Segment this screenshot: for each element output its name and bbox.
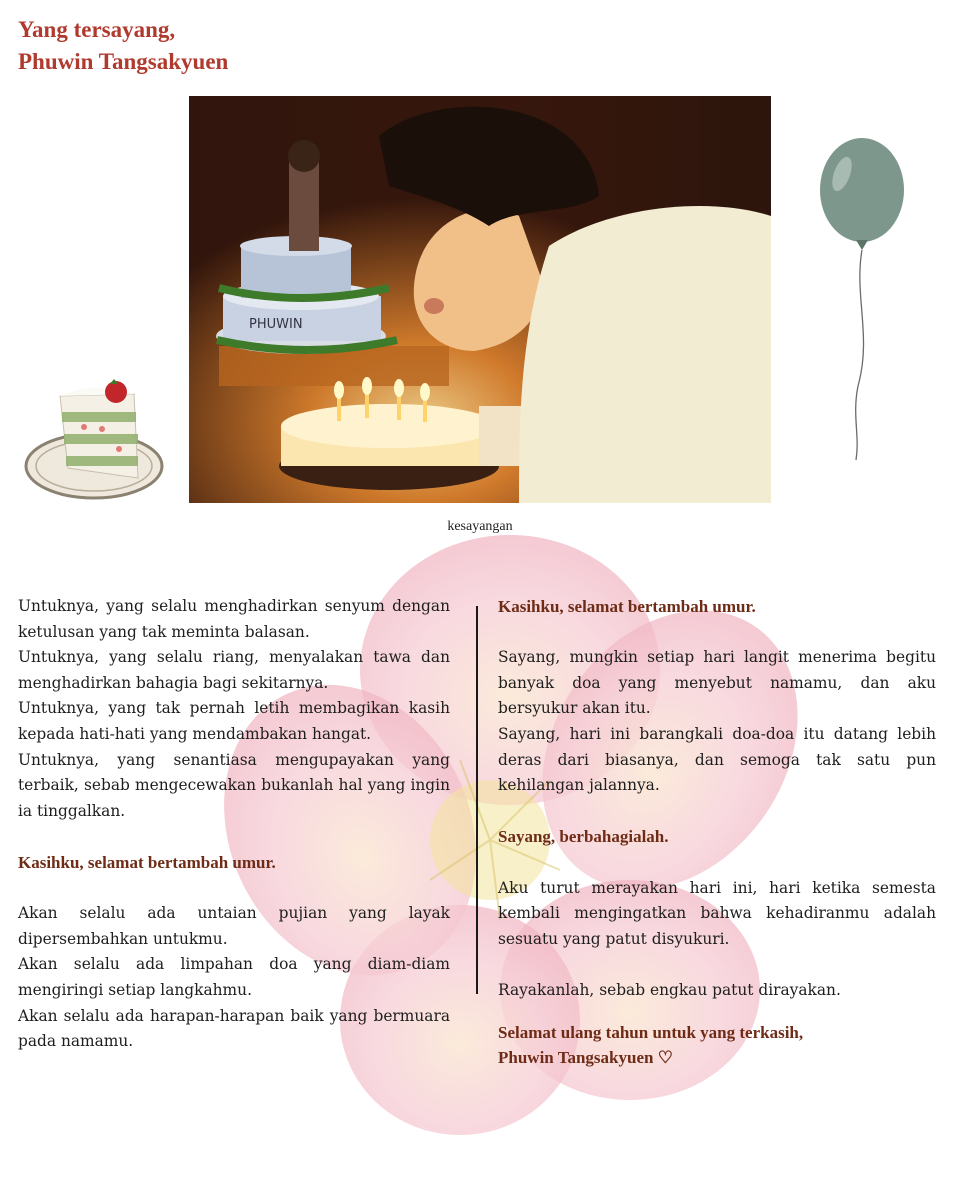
birthday-photo bbox=[189, 96, 771, 503]
spacer bbox=[18, 876, 450, 902]
closing bbox=[498, 1020, 936, 1070]
cake-sign-text: PHUWIN bbox=[249, 317, 303, 332]
right-paragraph-2: Sayang, hari ini barangkali doa-doa itu datang lebih deras dari biasanya, dan semoga tak satu pun kehilangan jalannya. bbox=[498, 724, 936, 795]
left-paragraph-1: Untuknya, yang selalu menghadirkan senyum dengan ketulusan yang tak meminta balasan. bbox=[18, 597, 450, 641]
cake-slice-icon bbox=[24, 378, 169, 506]
left-paragraph-6: Akan selalu ada limpahan doa yang diam-diam mengiringi setiap langkahmu. bbox=[18, 955, 450, 999]
left-paragraph-7: Akan selalu ada harapan-harapan baik yang bermuara pada namamu. bbox=[18, 1006, 450, 1051]
balloon-icon bbox=[812, 136, 912, 466]
greeting-line-2: Phuwin Tangsakyuen bbox=[18, 49, 229, 74]
left-heading: Kasihku, selamat bertambah umur. bbox=[18, 852, 276, 872]
spacer bbox=[498, 1004, 936, 1020]
column-divider bbox=[476, 606, 478, 994]
left-paragraph-2: Untuknya, yang selalu riang, menyalakan tawa dan menghadirkan bahagia bagi sekitarnya. bbox=[18, 648, 450, 692]
greeting-title bbox=[18, 14, 228, 78]
right-paragraph-4: Rayakanlah, sebab engkau patut dirayakan. bbox=[498, 980, 841, 999]
right-heading-1: Kasihku, selamat bertambah umur. bbox=[498, 597, 756, 616]
spacer bbox=[498, 620, 936, 646]
greeting-line-1: Yang tersayang, bbox=[18, 17, 176, 42]
spacer bbox=[498, 799, 936, 825]
photo-illustration bbox=[189, 96, 771, 503]
left-paragraph-3: Untuknya, yang tak pernah letih membagikan kasih kepada hati-hati yang mendambakan hangat. bbox=[18, 699, 450, 743]
photo-caption: kesayangan bbox=[447, 519, 513, 534]
left-paragraph-4: Untuknya, yang senantiasa mengupayakan yang terbaik, sebab mengecewakan bukanlah hal yang ingin ia tinggalkan. bbox=[18, 750, 450, 820]
right-paragraph-1: Sayang, mungkin setiap hari langit menerima begitu banyak doa yang menyebut namamu, dan aku bersyukur akan itu. bbox=[498, 648, 936, 718]
spacer bbox=[498, 952, 936, 978]
closing-line-2: Phuwin Tangsakyuen ♡ bbox=[498, 1047, 673, 1067]
right-column bbox=[498, 594, 936, 1070]
left-paragraph-5: Akan selalu ada untaian pujian yang layak dipersembahkan untukmu. bbox=[18, 904, 450, 948]
closing-line-1: Selamat ulang tahun untuk yang terkasih, bbox=[498, 1022, 804, 1042]
spacer bbox=[498, 850, 936, 876]
left-column bbox=[18, 594, 450, 1055]
right-paragraph-3: Aku turut merayakan hari ini, hari ketika semesta kembali mengingatkan bahwa kehadiranmu adalah sesuatu yang patut disyukuri. bbox=[498, 878, 936, 948]
right-heading-2: Sayang, berbahagialah. bbox=[498, 827, 669, 847]
spacer bbox=[18, 824, 450, 850]
